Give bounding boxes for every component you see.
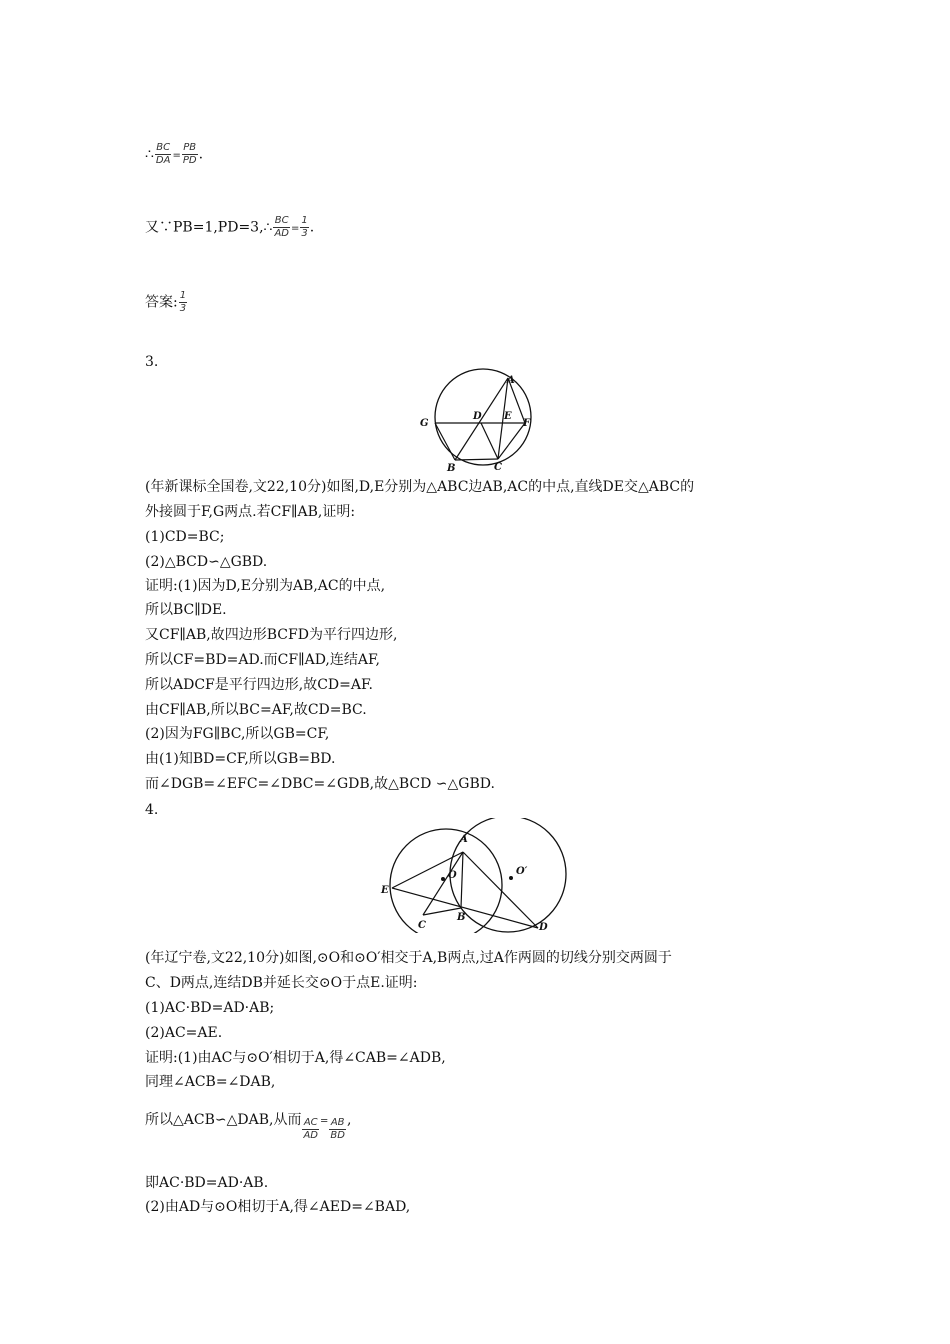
p3-text-7: 又CF∥AB,故四边形BCFD为平行四边形, xyxy=(145,627,398,643)
segment-bc xyxy=(455,459,498,460)
figure-two-circles xyxy=(378,818,573,933)
p3-text-5: 证明:(1)因为D,E分别为AB,AC的中点, xyxy=(145,578,386,594)
fraction-bc-da: $\frac{BC}{DA}$ xyxy=(155,142,171,166)
answer-fraction: $\frac{1}{3}$ xyxy=(179,290,187,314)
fraction-ac-ad: $\frac{AC}{AD}$ xyxy=(303,1117,318,1141)
problem-3-number: 3. xyxy=(145,354,159,370)
p3-text-8: 所以CF=BD=AD.而CF∥AD,连结AF, xyxy=(145,652,380,668)
p4-text-7: 所以△ACB∽△DAB,从而 $\frac{AC}{AD}$ = $\frac{AB}{BD}$ , xyxy=(145,1112,352,1141)
p3-text-2: 外接圆于F,G两点.若CF∥AB,证明: xyxy=(145,504,356,520)
label-a: A xyxy=(460,834,468,845)
p4-text-4: (2)AC=AE. xyxy=(145,1025,223,1041)
center-o-prime-dot xyxy=(509,876,513,880)
p4-text-1: (年辽宁卷,文22,10分)如图,⊙O和⊙O′相交于A,B两点,过A作两圆的切线分别交两圆于 xyxy=(145,950,672,966)
p4-text-9: (2)由AD与⊙O相切于A,得∠AED=∠BAD, xyxy=(145,1199,411,1215)
segment-cb xyxy=(423,908,461,915)
p4-text-3: (1)AC·BD=AD·AB; xyxy=(145,1000,275,1016)
p4-text-6: 同理∠ACB=∠DAB, xyxy=(145,1074,276,1090)
figure-circle-triangle xyxy=(415,368,540,473)
label-c: C xyxy=(418,920,426,931)
p3-text-9: 所以ADCF是平行四边形,故CD=AF. xyxy=(145,677,373,693)
fraction-one-third: $\frac{1}{3}$ xyxy=(301,215,308,239)
p4-text-5: 证明:(1)由AC与⊙O′相切于A,得∠CAB=∠ADB, xyxy=(145,1050,446,1066)
equation-line-2: 又∵PB=1,PD=3,∴ $\frac{BC}{AD}$ = $\frac{1}{3}$ . xyxy=(145,215,315,239)
fraction-pb-pd: $\frac{PB}{PD}$ xyxy=(182,142,197,166)
label-f: F xyxy=(523,418,531,429)
segment-ad xyxy=(463,852,538,928)
center-o-dot xyxy=(441,877,445,881)
label-c: C xyxy=(494,462,502,473)
label-o-prime: O′ xyxy=(516,866,528,877)
segment-gb xyxy=(435,423,455,460)
segment-dc xyxy=(481,423,498,459)
fraction-ab-bd: $\frac{AB}{BD}$ xyxy=(330,1117,345,1141)
fraction-bc-ad: $\frac{BC}{AD}$ xyxy=(274,215,289,239)
p3-text-3: (1)CD=BC; xyxy=(145,529,225,545)
label-b: B xyxy=(447,463,456,473)
p3-text-10: 由CF∥AB,所以BC=AF,故CD=BC. xyxy=(145,702,367,718)
equation-line-1: ∴ $\frac{BC}{DA}$ = $\frac{PB}{PD}$ . xyxy=(145,142,204,166)
p3-text-12: 由(1)知BD=CF,所以GB=BD. xyxy=(145,751,336,767)
p4-text-2: C、D两点,连结DB并延长交⊙O于点E.证明: xyxy=(145,975,418,991)
p3-text-11: (2)因为FG∥BC,所以GB=CF, xyxy=(145,726,330,742)
label-e: E xyxy=(381,885,389,896)
label-a: A xyxy=(507,375,515,386)
p3-text-13: 而∠DGB=∠EFC=∠DBC=∠GDB,故△BCD ∽△GBD. xyxy=(145,776,495,792)
label-d: D xyxy=(539,922,548,933)
answer-line: 答案: $\frac{1}{3}$ xyxy=(145,290,187,314)
problem-4-number: 4. xyxy=(145,802,159,818)
p3-text-4: (2)△BCD∽△GBD. xyxy=(145,554,268,570)
label-e: E xyxy=(504,411,512,422)
p4-text-8: 即AC·BD=AD·AB. xyxy=(145,1175,269,1191)
segment-ab xyxy=(461,852,463,908)
label-g: G xyxy=(420,418,429,429)
p3-text-1: (年新课标全国卷,文22,10分)如图,D,E分别为△ABC边AB,AC的中点,直线DE交△ABC的 xyxy=(145,479,695,495)
label-b: B xyxy=(457,912,466,923)
label-d: D xyxy=(473,411,482,422)
p3-text-6: 所以BC∥DE. xyxy=(145,602,227,618)
label-o: O xyxy=(448,870,457,881)
